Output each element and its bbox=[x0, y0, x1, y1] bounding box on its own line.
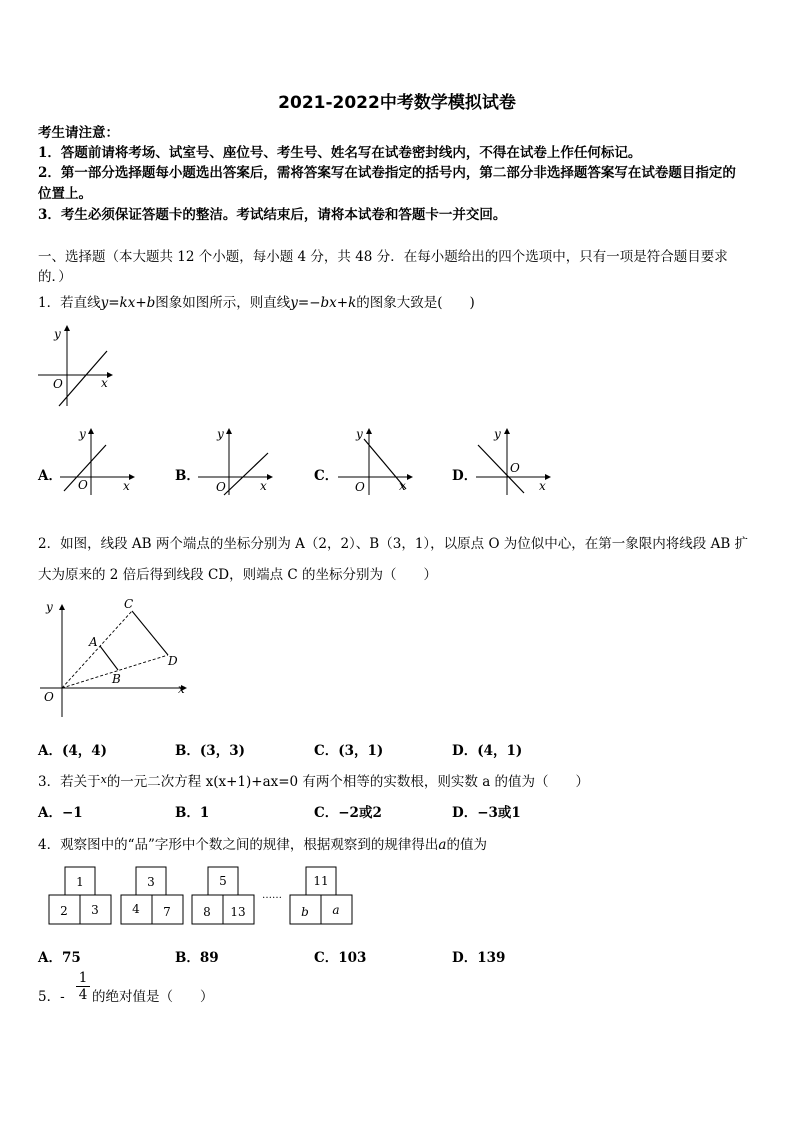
svg-text:11: 11 bbox=[313, 874, 329, 888]
notice-heading: 考生请注意： bbox=[38, 125, 119, 141]
svg-text:O: O bbox=[355, 480, 365, 494]
q2-option-B: B．(3，3) bbox=[175, 743, 245, 759]
question-2-figure bbox=[38, 595, 193, 720]
question-5-text: 的绝对值是（ ） bbox=[92, 989, 214, 1005]
svg-text:x: x bbox=[123, 479, 130, 493]
q1-option-D-graph bbox=[474, 425, 554, 497]
q2-option-D: D．(4，1) bbox=[452, 743, 523, 759]
pin-group-3 bbox=[192, 867, 254, 924]
svg-text:3: 3 bbox=[147, 875, 155, 889]
svg-text:13: 13 bbox=[230, 905, 246, 919]
svg-text:a: a bbox=[332, 903, 340, 917]
svg-text:C: C bbox=[124, 597, 134, 611]
svg-text:y: y bbox=[46, 600, 53, 614]
svg-text:A: A bbox=[89, 635, 98, 649]
segment-CD bbox=[132, 611, 168, 655]
svg-text:O: O bbox=[216, 480, 226, 494]
question-4-text: 4．观察图中的“品”字形中个数之间的规律，根据观察到的规律得出a的值为 bbox=[38, 837, 487, 853]
q4-option-A: A．75 bbox=[38, 950, 81, 966]
q1-option-B-label: B． bbox=[175, 468, 200, 484]
svg-text:x: x bbox=[399, 479, 406, 493]
svg-text:B: B bbox=[112, 672, 121, 686]
q3-option-D: D．−3或1 bbox=[452, 805, 521, 821]
section-heading-cont: 的．） bbox=[38, 269, 72, 285]
q1-option-C-graph bbox=[336, 425, 416, 497]
q4-option-D: D．139 bbox=[452, 950, 506, 966]
fraction-denominator: 4 bbox=[78, 987, 88, 1003]
svg-text:y: y bbox=[79, 427, 86, 441]
q1-option-D-label: D． bbox=[452, 468, 478, 484]
notice-line-1: 1．答题前请将考场、试室号、座位号、考生号、姓名写在试卷密封线内，不得在试卷上作任何标记。 bbox=[38, 145, 642, 161]
svg-text:O: O bbox=[53, 377, 63, 391]
pin-group-4 bbox=[290, 867, 352, 924]
question-3-text: 3．若关于$^x$的一元二次方程 x(x+1)+ax=0 有两个相等的实数根，则实数 a 的值为（ ） bbox=[38, 773, 590, 790]
svg-text:3: 3 bbox=[91, 903, 99, 917]
svg-text:b: b bbox=[301, 905, 309, 919]
q1-option-A-graph bbox=[58, 425, 138, 497]
q1-option-C-label: C． bbox=[314, 468, 339, 484]
svg-text:x: x bbox=[260, 479, 267, 493]
svg-text:……: …… bbox=[262, 890, 282, 901]
question-1-main-graph bbox=[30, 318, 120, 410]
svg-text:O: O bbox=[44, 690, 54, 704]
question-4-figure bbox=[44, 862, 364, 930]
question-2-text-cont: 大为原来的 2 倍后得到线段 CD，则端点 C 的坐标分别为（ ） bbox=[38, 567, 438, 583]
page-title: 2021-2022中考数学模拟试卷 bbox=[278, 93, 516, 113]
svg-text:y: y bbox=[356, 427, 363, 441]
svg-text:7: 7 bbox=[163, 905, 171, 919]
notice-line-3: 3．考生必须保证答题卡的整洁。考试结束后，请将本试卷和答题卡一并交回。 bbox=[38, 207, 507, 223]
pin-group-1 bbox=[49, 867, 111, 924]
svg-text:D: D bbox=[168, 654, 178, 668]
svg-text:x: x bbox=[539, 479, 546, 493]
svg-text:O: O bbox=[510, 461, 520, 475]
svg-text:x: x bbox=[101, 376, 108, 390]
fraction-numerator: 1 bbox=[76, 970, 90, 987]
q1-option-B-graph bbox=[196, 425, 276, 497]
q1-option-A-label: A． bbox=[38, 468, 62, 484]
notice-line-2: 2．第一部分选择题每小题选出答案后，需将答案写在试卷指定的括号内，第二部分非选择题答案写在试卷题目指定的 bbox=[38, 165, 736, 181]
segment-AB bbox=[100, 646, 118, 670]
notice-line-2-cont: 位置上。 bbox=[38, 186, 92, 202]
q3-option-A: A．−1 bbox=[38, 805, 83, 821]
question-2-text: 2．如图，线段 AB 两个端点的坐标分别为 A（2，2）、B（3，1），以原点 O 为位似中心，在第一象限内将线段 AB 扩 bbox=[38, 536, 749, 552]
svg-text:4: 4 bbox=[132, 902, 140, 916]
svg-text:y: y bbox=[494, 427, 501, 441]
svg-text:1: 1 bbox=[76, 875, 84, 889]
question-5-fraction bbox=[76, 970, 90, 1003]
q3-option-C: C．−2或2 bbox=[314, 805, 382, 821]
section-heading: 一、选择题（本大题共 12 个小题，每小题 4 分，共 48 分．在每小题给出的四个选项中，只有一项是符合题目要求 bbox=[38, 249, 728, 265]
svg-text:2: 2 bbox=[60, 904, 68, 918]
svg-text:y: y bbox=[217, 427, 224, 441]
pin-group-2 bbox=[121, 867, 183, 924]
q3-option-B: B．1 bbox=[175, 805, 210, 821]
svg-text:x: x bbox=[178, 682, 185, 696]
q4-option-C: C．103 bbox=[314, 950, 367, 966]
svg-text:y: y bbox=[54, 327, 61, 341]
question-5-prefix: 5．- bbox=[38, 989, 65, 1005]
q4-option-B: B．89 bbox=[175, 950, 219, 966]
svg-text:O: O bbox=[78, 478, 88, 492]
q2-option-C: C．(3，1) bbox=[314, 743, 384, 759]
svg-text:8: 8 bbox=[203, 905, 211, 919]
q2-option-A: A．(4，4) bbox=[38, 743, 108, 759]
question-1-text: 1．若直线y=kx+b图象如图所示，则直线y=−bx+k的图象大致是( ) bbox=[38, 295, 475, 311]
svg-text:5: 5 bbox=[219, 874, 227, 888]
line-y-kx-b bbox=[59, 351, 107, 406]
